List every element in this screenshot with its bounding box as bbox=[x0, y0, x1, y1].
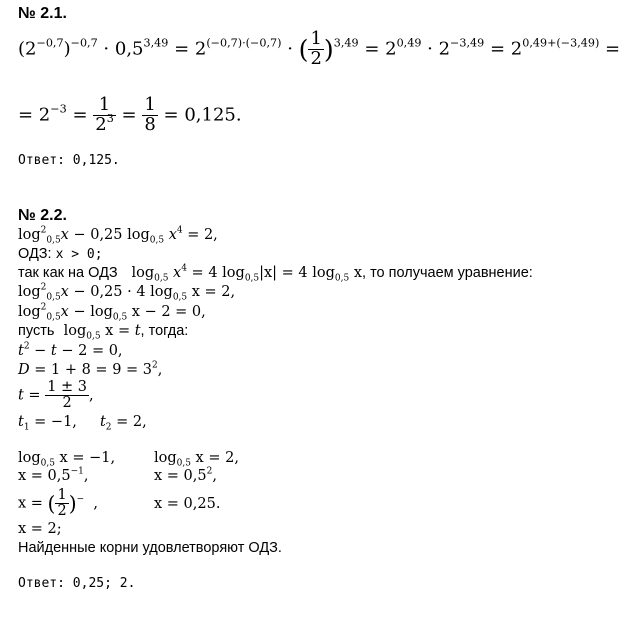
problem-1-heading: № 2.1. bbox=[18, 5, 67, 22]
problem-2-heading: № 2.2. bbox=[18, 207, 67, 224]
problem-2-transformation: так как на ОДЗ $\log_{0,5} x^4 = 4$ $\log_{0,5}|x| = 4$ $\log_{0,5} x$, то получаем уравнение: bbox=[18, 263, 533, 284]
case-1-log: $\log_{0,5} x = -1$, bbox=[18, 450, 116, 469]
problem-1-answer-label: Ответ: bbox=[18, 153, 65, 168]
problem-2-t-formula: t = $\frac{1 \pm 3}{2}$ , bbox=[18, 379, 94, 412]
odz-condition: x > 0; bbox=[55, 247, 103, 262]
let-text: пусть bbox=[18, 323, 55, 339]
problem-2-answer-value: 0,25; 2. bbox=[72, 576, 136, 591]
problem-2-answer-label: Ответ: bbox=[18, 576, 65, 591]
case-2-log: $\log_{0,5} x = 2$, bbox=[154, 450, 239, 469]
case-1-result: x = 2; bbox=[18, 521, 62, 537]
problem-1-equation-line-1: $(2^{-0,7})^{-0,7} \cdot 0,5^{3,49} = 2^{(-0,7)\cdot(-0,7)}$ · ( $\frac{1}{2}$ )$^{3,49} = 2^{0,49} \cdot 2^{-3,49} = 2^{0,49+(-3,49)}$ = bbox=[18, 28, 620, 69]
problem-2-step-1: $\log^2_{0,5}x - 0,25 \cdot 4$ $\log_{0,5} x = 2$, bbox=[18, 282, 236, 303]
case-2-result: x = 0,25. bbox=[154, 496, 221, 512]
problem-1-answer-value: 0,125. bbox=[72, 153, 120, 168]
then-text: , то получаем уравнение: bbox=[362, 265, 533, 281]
problem-2-step-2: $\log^2_{0,5}x - \log_{0,5} x - 2 = 0$, bbox=[18, 302, 206, 323]
then-word: , тогда: bbox=[140, 323, 189, 339]
problem-2-discriminant: $D = 1 + 8 = 9 = 3^2$, bbox=[18, 360, 163, 378]
case-1-power: $x = 0,5^{-1}$, bbox=[18, 466, 89, 484]
problem-2-equation: $\log^2_{0,5}x - 0,25$ $\log_{0,5} x^4 = 2$, bbox=[18, 225, 218, 246]
problem-2-quadratic: $t^2 - t - 2 = 0$, bbox=[18, 341, 123, 359]
problem-1-answer bbox=[18, 153, 120, 168]
roots-check: Найденные корни удовлетворяют ОДЗ. bbox=[18, 540, 282, 556]
problem-2-answer bbox=[18, 576, 135, 591]
problem-2-t-roots: $t_1 = -1$, $t_2 = 2$, bbox=[18, 414, 147, 433]
problem-2-odz bbox=[18, 246, 103, 262]
problem-1-equation-line-2: = $2^{-3}$ = $\frac{1}{2^3}$ = $\frac{1}{8}$ = 0,125. bbox=[18, 94, 242, 135]
odz-label: ОДЗ: bbox=[18, 246, 52, 262]
case-2-power: $x = 0,5^2$, bbox=[154, 466, 217, 484]
problem-2-substitution: пусть $\log_{0,5} x = t$, тогда: bbox=[18, 323, 189, 342]
since-text: так как на ОДЗ bbox=[18, 265, 118, 281]
case-1-fraction: x = ( $\frac{1}{2}$ )− , bbox=[18, 487, 98, 520]
